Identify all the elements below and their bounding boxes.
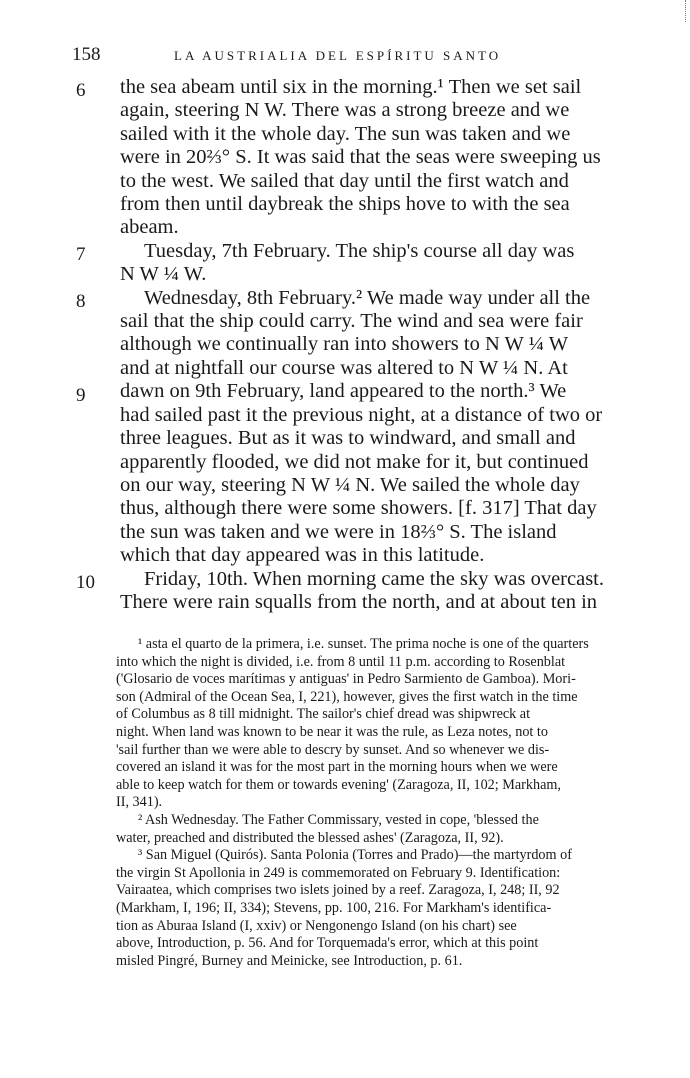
- day-marker-7: 7: [76, 244, 86, 265]
- footnote-line: 'sail further than we were able to descry by sunset. And so whenever we dis-: [116, 741, 550, 758]
- body-line: had sailed past it the previous night, at a distance of two or: [120, 403, 603, 426]
- body-line: Tuesday, 7th February. The ship's course all day was: [144, 239, 575, 262]
- body-line: sailed with it the whole day. The sun was taken and we: [120, 122, 571, 145]
- page-number: 158: [72, 44, 101, 65]
- body-line: Friday, 10th. When morning came the sky was overcast.: [144, 567, 604, 590]
- footnote-line: able to keep watch for them or towards evening' (Zaragoza, II, 102; Markham,: [116, 776, 561, 793]
- body-line: N W ¼ W.: [120, 263, 207, 286]
- body-line: from then until daybreak the ships hove to with the sea: [120, 193, 570, 216]
- footnote-line: ³ San Miguel (Quirós). Santa Polonia (Torres and Prado)—the martyrdom of: [138, 847, 572, 864]
- day-marker-8: 8: [76, 291, 86, 312]
- body-line: three leagues. But as it was to windward, and small and: [120, 427, 576, 450]
- footnote-line: misled Pingré, Burney and Meinicke, see Introduction, p. 61.: [116, 952, 463, 969]
- body-line: the sun was taken and we were in 18⅔° S. The island: [120, 520, 557, 543]
- footnote-line: of Columbus as 8 till midnight. The sailor's chief dread was shipwreck at: [116, 706, 531, 723]
- body-line: on our way, steering N W ¼ N. We sailed the whole day: [120, 473, 580, 496]
- footnote-line: night. When land was known to be near it was the rule, as Leza notes, not to: [116, 723, 548, 740]
- body-line: sail that the ship could carry. The wind and sea were fair: [120, 310, 583, 333]
- day-marker-9: 9: [76, 385, 86, 406]
- footnote-line: above, Introduction, p. 56. And for Torquemada's error, which at this point: [116, 935, 539, 952]
- footnote-line: covered an island it was for the most part in the morning hours when we were: [116, 759, 558, 776]
- footnote-line: ¹ asta el quarto de la primera, i.e. sunset. The prima noche is one of the quarters: [138, 636, 589, 652]
- main-text: [0, 76, 690, 614]
- footnote-line: tion as Aburaa Island (I, xxiv) or Nengonengo Island (on his chart) see: [116, 917, 517, 934]
- body-line: Wednesday, 8th February.² We made way under all the: [144, 286, 591, 309]
- body-text-block: [0, 76, 640, 614]
- body-line: thus, although there were some showers. [f. 317] That day: [120, 497, 597, 520]
- footnote-line: ('Glosario de voces marítimas y antiguas' in Pedro Sarmiento de Gamboa). Mori-: [116, 671, 576, 688]
- body-line: and at nightfall our course was altered to N W ¼ N. At: [120, 356, 568, 379]
- footnote-line: II, 341).: [116, 794, 163, 811]
- body-line: abeam.: [120, 216, 179, 239]
- day-marker-6: 6: [76, 80, 86, 101]
- body-line: dawn on 9th February, land appeared to the north.³ We: [120, 380, 567, 403]
- footnote-line: (Markham, I, 196; II, 334); Stevens, pp. 100, 216. For Markham's identifica-: [116, 899, 552, 916]
- body-line: apparently flooded, we did not make for it, but continued: [120, 450, 589, 473]
- footnote-line: the virgin St Apollonia in 249 is commemorated on February 9. Identification:: [116, 864, 561, 881]
- running-title: LA AUSTRIALIA DEL ESPÍRITU SANTO: [174, 48, 502, 63]
- body-line: to the west. We sailed that day until the first watch and: [120, 169, 569, 192]
- footnote-line: into which the night is divided, i.e. from 8 until 11 p.m. according to Rosenblat: [116, 653, 566, 670]
- body-line: There were rain squalls from the north, and at about ten in: [120, 590, 598, 613]
- footnotes: [116, 636, 640, 970]
- footnote-line: Vairaatea, which comprises two islets joined by a reef. Zaragoza, I, 248; II, 92: [116, 882, 560, 899]
- body-line: were in 20⅔° S. It was said that the seas were sweeping us: [120, 146, 601, 169]
- footnote-line: son (Admiral of the Ocean Sea, I, 221), however, gives the first watch in the time: [116, 688, 578, 705]
- body-line: although we continually ran into showers to N W ¼ W: [120, 333, 569, 356]
- body-line: the sea abeam until six in the morning.¹ Then we set sail: [120, 76, 582, 98]
- body-line: which that day appeared was in this latitude.: [120, 544, 485, 567]
- day-marker-10: 10: [76, 572, 95, 593]
- page-edge-mark: [683, 0, 686, 22]
- footnote-line: water, preached and distributed the blessed ashes' (Zaragoza, II, 92).: [116, 829, 504, 846]
- footnote-line: ² Ash Wednesday. The Father Commissary, vested in cope, 'blessed the: [138, 811, 539, 828]
- body-line: again, steering N W. There was a strong breeze and we: [120, 99, 570, 122]
